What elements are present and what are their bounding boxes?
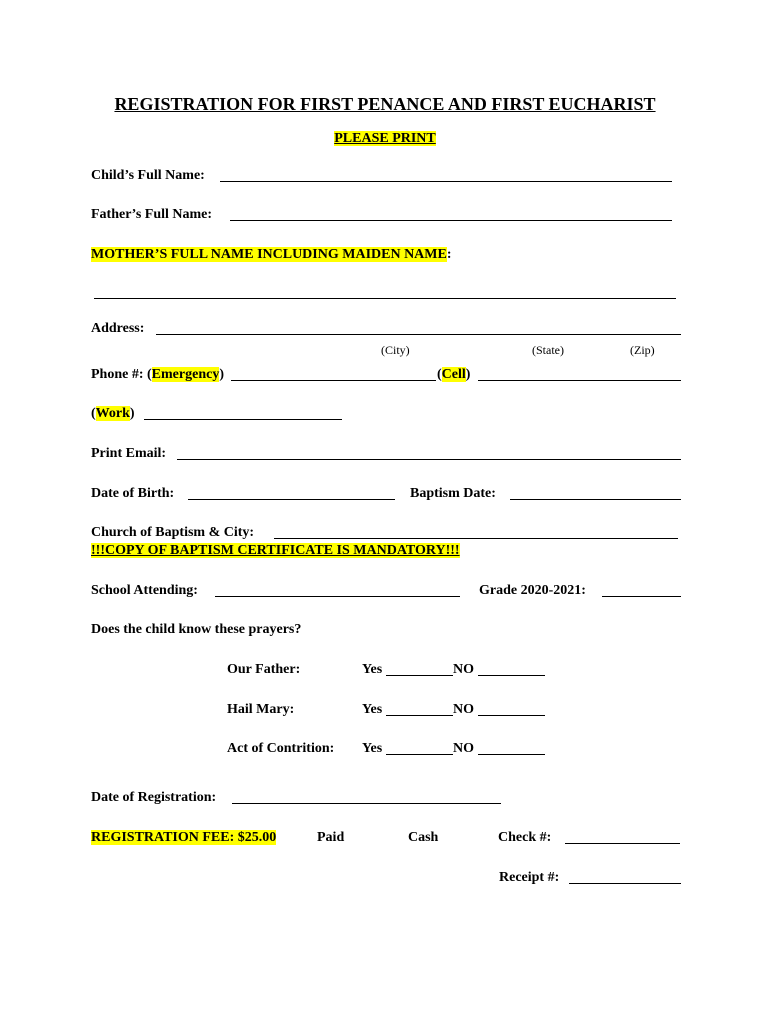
father-name-label: Father’s Full Name: bbox=[91, 207, 213, 222]
address-field[interactable] bbox=[156, 334, 681, 335]
state-caption: (State) bbox=[532, 343, 564, 357]
grade-label: Grade 2020-2021: bbox=[479, 583, 586, 598]
paid-label: Paid bbox=[317, 830, 345, 845]
prayer-no-field[interactable] bbox=[478, 715, 545, 716]
email-label: Print Email: bbox=[91, 446, 167, 461]
baptism-date-label: Baptism Date: bbox=[410, 486, 496, 501]
child-name-field[interactable] bbox=[220, 181, 672, 182]
cash-label: Cash bbox=[408, 830, 439, 845]
please-print-notice: PLEASE PRINT bbox=[334, 131, 436, 146]
prayer-no-label: NO bbox=[453, 702, 474, 717]
prayer-name: Act of Contrition: bbox=[227, 741, 335, 756]
church-baptism-label: Church of Baptism & City: bbox=[91, 525, 255, 540]
father-name-field[interactable] bbox=[230, 220, 672, 221]
cell-label: (Cell) bbox=[437, 367, 471, 382]
prayer-name: Hail Mary: bbox=[227, 702, 295, 717]
work-label: (Work) bbox=[91, 406, 135, 421]
dob-label: Date of Birth: bbox=[91, 486, 175, 501]
prayer-name: Our Father: bbox=[227, 662, 301, 677]
mother-name-label: MOTHER’S FULL NAME INCLUDING MAIDEN NAME: bbox=[91, 247, 452, 262]
school-label: School Attending: bbox=[91, 583, 198, 598]
prayer-yes-label: Yes bbox=[362, 741, 383, 756]
church-baptism-field[interactable] bbox=[274, 538, 678, 539]
prayer-yes-field[interactable] bbox=[386, 754, 453, 755]
email-field[interactable] bbox=[177, 459, 681, 460]
mandatory-notice: !!!COPY OF BAPTISM CERTIFICATE IS MANDATORY!!! bbox=[91, 543, 460, 558]
grade-field[interactable] bbox=[602, 596, 681, 597]
emergency-phone-field[interactable] bbox=[231, 380, 436, 381]
prayer-no-label: NO bbox=[453, 741, 474, 756]
date-of-registration-field[interactable] bbox=[232, 803, 501, 804]
work-tag: Work bbox=[95, 406, 130, 421]
check-number-field[interactable] bbox=[565, 843, 680, 844]
cell-phone-field[interactable] bbox=[478, 380, 681, 381]
emergency-tag: Emergency bbox=[151, 367, 220, 382]
city-caption: (City) bbox=[381, 343, 410, 357]
phone-label: Phone #: (Emergency) bbox=[91, 367, 224, 382]
mother-name-field[interactable] bbox=[94, 298, 676, 299]
registration-fee-label: REGISTRATION FEE: $25.00 bbox=[91, 830, 277, 845]
prayer-yes-field[interactable] bbox=[386, 675, 453, 676]
prayer-no-label: NO bbox=[453, 662, 474, 677]
form-title: REGISTRATION FOR FIRST PENANCE AND FIRST EUCHARIST bbox=[114, 94, 656, 114]
school-field[interactable] bbox=[215, 596, 460, 597]
address-label: Address: bbox=[91, 321, 145, 336]
prayers-question: Does the child know these prayers? bbox=[91, 622, 302, 637]
zip-caption: (Zip) bbox=[630, 343, 655, 357]
work-phone-field[interactable] bbox=[144, 419, 342, 420]
date-of-registration-label: Date of Registration: bbox=[91, 790, 217, 805]
prayer-yes-label: Yes bbox=[362, 662, 383, 677]
prayer-no-field[interactable] bbox=[478, 675, 545, 676]
prayer-no-field[interactable] bbox=[478, 754, 545, 755]
child-name-label: Child’s Full Name: bbox=[91, 168, 205, 183]
check-number-label: Check #: bbox=[498, 830, 552, 845]
receipt-number-label: Receipt #: bbox=[499, 870, 560, 885]
prayer-yes-label: Yes bbox=[362, 702, 383, 717]
baptism-date-field[interactable] bbox=[510, 499, 681, 500]
dob-field[interactable] bbox=[188, 499, 395, 500]
cell-tag: Cell bbox=[441, 367, 466, 382]
receipt-number-field[interactable] bbox=[569, 883, 681, 884]
prayer-yes-field[interactable] bbox=[386, 715, 453, 716]
